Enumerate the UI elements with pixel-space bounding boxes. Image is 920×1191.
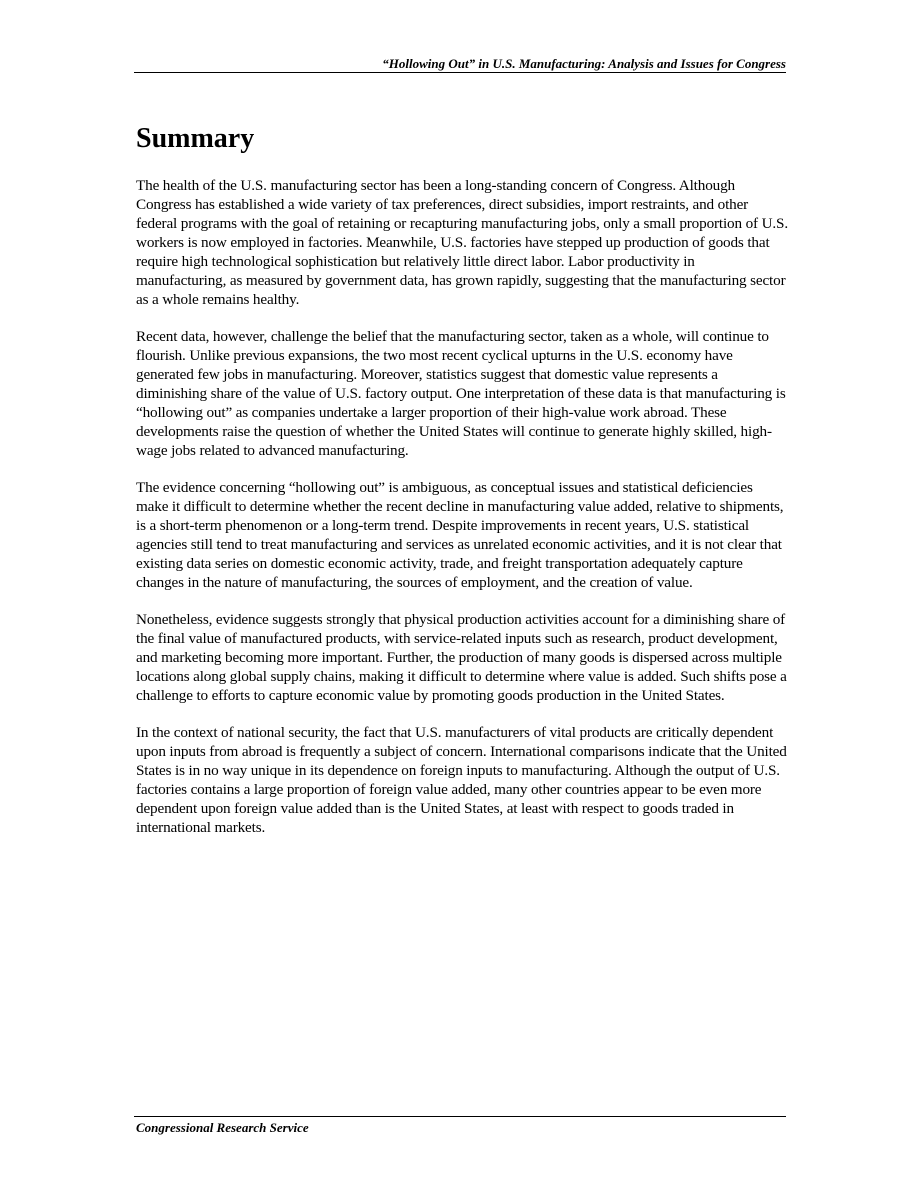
header-rule: [134, 72, 786, 73]
summary-paragraph: The evidence concerning “hollowing out” is ambiguous, as conceptual issues and statistical deficiencies make it difficult to determine whether the recent decline in manufacturing value added, relative to shipments, is a short-term phenomenon or a long-term trend. Despite improvements in recent years, U.S. statistical agencies still tend to treat manufacturing and services as unrelated economic activities, and it is not clear that existing data series on domestic economic activity, trade, and freight transportation adequately capture changes in the nature of manufacturing, the sources of employment, and the creation of value.: [136, 479, 784, 591]
page-title: Summary: [136, 123, 255, 154]
summary-paragraph: Recent data, however, challenge the belief that the manufacturing sector, taken as a whole, will continue to flourish. Unlike previous expansions, the two most recent cyclical upturns in the U.S. economy have generated few jobs in manufacturing. Moreover, statistics suggest that domestic value represents a diminishing share of the value of U.S. factory output. One interpretation of these data is that manufacturing is “hollowing out” as companies undertake a larger proportion of their high-value work abroad. These developments raise the question of whether the United States will continue to generate highly skilled, high-wage jobs related to advanced manufacturing.: [136, 328, 786, 459]
summary-paragraph: In the context of national security, the fact that U.S. manufacturers of vital products are critically dependent upon inputs from abroad is frequently a subject of concern. International comparisons indicate that the United States is in no way unique in its dependence on foreign inputs to manufacturing. Although the output of U.S. factories contains a large proportion of foreign value added, many other countries appear to be even more dependent upon foreign value added than is the United States, at least with respect to goods traded in international markets.: [136, 724, 787, 836]
summary-body: [136, 176, 788, 855]
running-header: “Hollowing Out” in U.S. Manufacturing: Analysis and Issues for Congress: [382, 56, 786, 71]
summary-paragraph: The health of the U.S. manufacturing sector has been a long-standing concern of Congress. Although Congress has established a wide variety of tax preferences, direct subsidies, import restraints, and other federal programs with the goal of retaining or recapturing manufacturing jobs, only a small proportion of U.S. workers is now employed in factories. Meanwhile, U.S. factories have stepped up production of goods that require high technological sophistication but relatively little direct labor. Labor productivity in manufacturing, as measured by government data, has grown rapidly, suggesting that the manufacturing sector as a whole remains healthy.: [136, 177, 788, 308]
running-footer: Congressional Research Service: [136, 1120, 309, 1135]
footer-rule: [134, 1116, 786, 1117]
summary-paragraph: Nonetheless, evidence suggests strongly that physical production activities account for a diminishing share of the final value of manufactured products, with service-related inputs such as research, product development, and marketing becoming more important. Further, the production of many goods is dispersed across multiple locations along global supply chains, making it difficult to determine where value is added. Such shifts pose a challenge to efforts to capture economic value by promoting goods production in the United States.: [136, 611, 787, 704]
